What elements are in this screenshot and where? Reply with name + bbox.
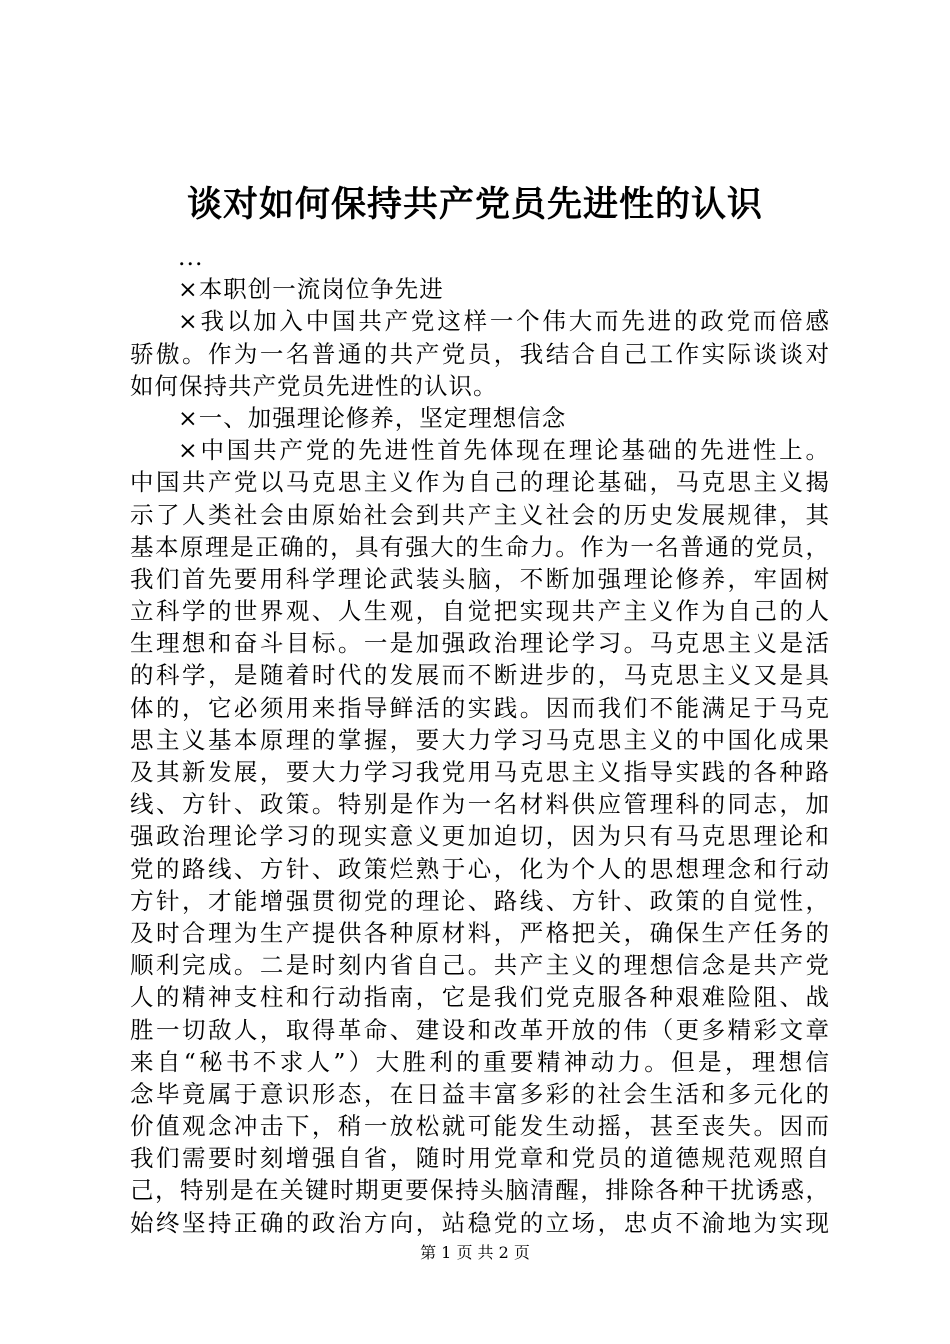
document-body [130, 241, 830, 1239]
text-line: 强政治理论学习的现实意义更加迫切，因为只有马克思理论和 [130, 822, 830, 851]
text-line: 中国共产党以马克思主义作为自己的理论基础，马克思主义揭 [130, 468, 830, 497]
text-line: ... [178, 243, 204, 271]
text-line: 及时合理为生产提供各种原材料，严格把关，确保生产任务的 [130, 918, 830, 947]
text-line: ×一、加强理论修养，坚定理想信念 [178, 403, 567, 432]
text-line: ×我以加入中国共产党这样一个伟大而先进的政党而倍感 [178, 307, 830, 336]
text-line: 党的路线、方针、政策烂熟于心，化为个人的思想理念和行动 [130, 854, 830, 883]
text-line: 的科学，是随着时代的发展而不断进步的，马克思主义又是具 [130, 661, 830, 690]
text-line: 始终坚持正确的政治方向，站稳党的立场，忠贞不渝地为实现 [130, 1208, 830, 1237]
text-line: 体的，它必须用来指导鲜活的实践。因而我们不能满足于马克 [130, 693, 830, 722]
text-line: 胜一切敌人，取得革命、建设和改革开放的伟（更多精彩文章 [130, 1015, 830, 1044]
text-line: ×本职创一流岗位争先进 [178, 275, 444, 304]
text-line: 顺利完成。二是时刻内省自己。共产主义的理想信念是共产党 [130, 951, 830, 980]
text-line: 骄傲。作为一名普通的共产党员，我结合自己工作实际谈谈对 [130, 339, 830, 368]
text-line: 思主义基本原理的掌握，要大力学习马克思主义的中国化成果 [130, 725, 830, 754]
document-title: 谈对如何保持共产党员先进性的认识 [186, 184, 763, 225]
text-line: ×中国共产党的先进性首先体现在理论基础的先进性上。 [178, 436, 830, 465]
text-line: 来自“秘书不求人”）大胜利的重要精神动力。但是，理想信 [130, 1047, 830, 1076]
text-line: 示了人类社会由原始社会到共产主义社会的历史发展规律，其 [130, 500, 830, 529]
text-line: 我们需要时刻增强自省，随时用党章和党员的道德规范观照自 [130, 1144, 830, 1173]
text-line: 及其新发展，要大力学习我党用马克思主义指导实践的各种路 [130, 758, 830, 786]
text-line: 如何保持共产党员先进性的认识。 [130, 371, 498, 400]
text-line: 己，特别是在关键时期更要保持头脑清醒，排除各种干扰诱惑， [130, 1176, 830, 1205]
text-line: 线、方针、政策。特别是作为一名材料供应管理科的同志，加 [130, 790, 830, 819]
text-line: 念毕竟属于意识形态，在日益丰富多彩的社会生活和多元化的 [130, 1079, 830, 1108]
text-line: 人的精神支柱和行动指南，它是我们党克服各种艰难险阻、战 [130, 983, 830, 1012]
text-line: 价值观念冲击下，稍一放松就可能发生动摇，甚至丧失。因而 [130, 1112, 830, 1141]
text-line: 基本原理是正确的，具有强大的生命力。作为一名普通的党员， [130, 532, 830, 561]
text-line: 方针，才能增强贯彻党的理论、路线、方针、政策的自觉性， [130, 886, 830, 915]
text-line: 我们首先要用科学理论武装头脑，不断加强理论修养，牢固树 [130, 564, 830, 593]
text-line: 立科学的世界观、人生观，自觉把实现共产主义作为自己的人 [130, 597, 830, 626]
text-line: 生理想和奋斗目标。一是加强政治理论学习。马克思主义是活 [130, 629, 830, 658]
page-footer: 第 1 页 共 2 页 [420, 1243, 530, 1262]
